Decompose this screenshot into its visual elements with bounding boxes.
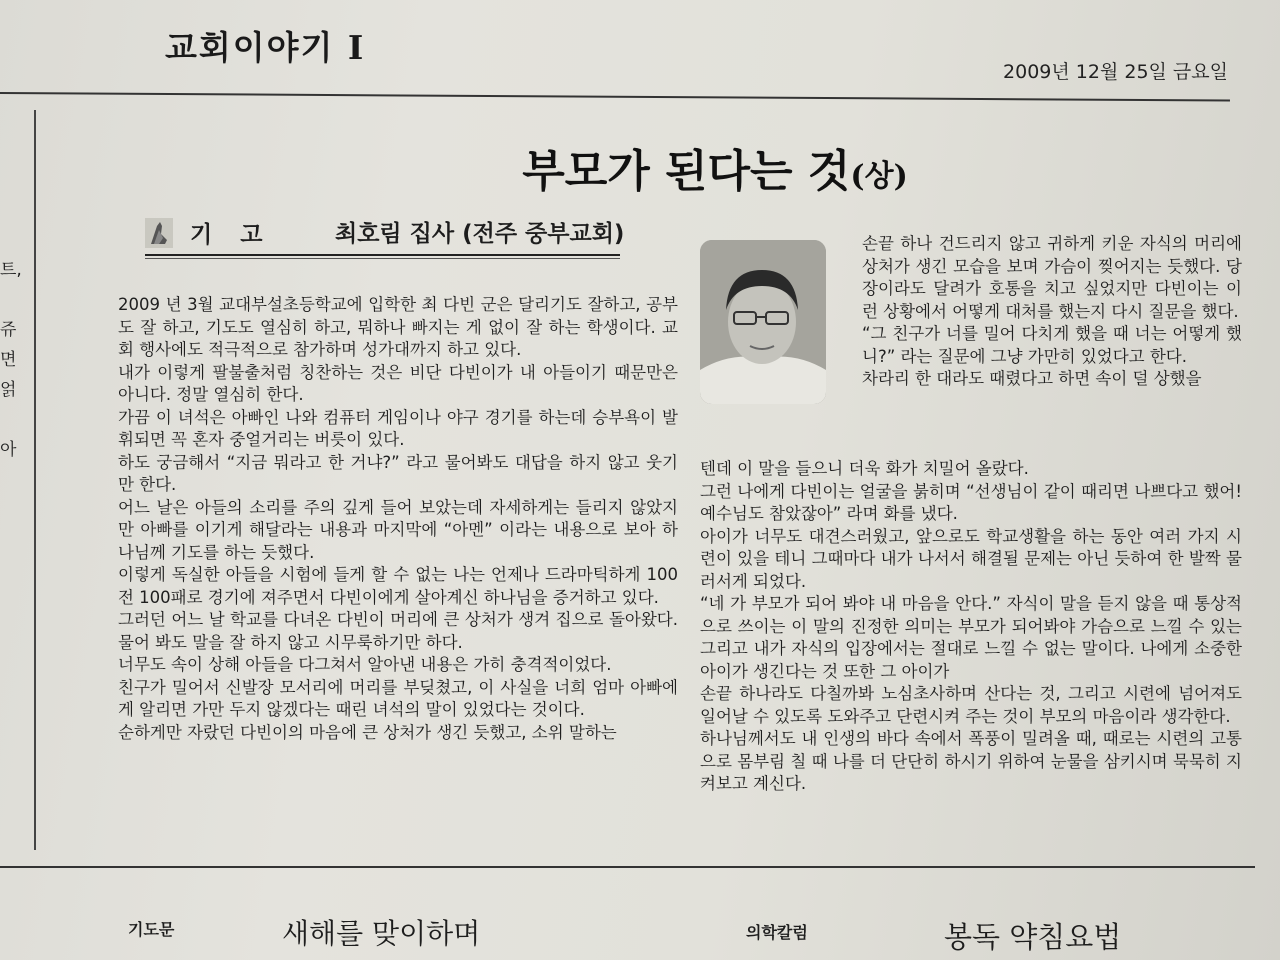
- byline-underline-thin: [145, 258, 620, 259]
- article-headline: [0, 135, 1280, 199]
- paragraph: 가끔 이 녀석은 아빠인 나와 컴퓨터 게임이나 야구 경기를 하는데 승부욕이 발휘되면 꼭 혼자 중얼거리는 버릇이 있다.: [118, 407, 678, 449]
- adjacent-column-fragments: [0, 255, 30, 465]
- fragment-line: 얽: [0, 380, 17, 400]
- headline-text: 부모가 된다는 것: [522, 146, 851, 197]
- paragraph: 손끝 하나 건드리지 않고 귀하게 키운 자식의 머리에 상처가 생긴 모습을 보며 가슴이 찢어지는 듯했다. 당장이라도 달려가 호통을 치고 싶었지만 다빈이는 이런 상황에서 어떻게 대처를 했는지 다시 질문을 했다.: [862, 234, 1242, 321]
- paragraph: 너무도 속이 상해 아들을 다그쳐서 알아낸 내용은 가히 충격적이었다.: [118, 655, 612, 674]
- byline: [145, 214, 625, 264]
- footer-right-title: 봉독 약침요법: [944, 920, 1122, 954]
- paragraph: 차라리 한 대라도 때렸다고 하면 속이 덜 상했을: [862, 369, 1202, 388]
- author-photo: [700, 240, 826, 404]
- article-column-2: [862, 233, 1242, 391]
- fragment-line: [0, 285, 30, 315]
- paragraph: “그 친구가 너를 밀어 다치게 했을 때 너는 어떻게 했니?” 라는 질문에 그냥 가만히 있었다고 한다.: [862, 324, 1242, 366]
- paragraph: 하도 궁금해서 “지금 뭐라고 한 거냐?” 라고 물어봐도 대답을 하지 않고 웃기만 한다.: [118, 452, 678, 494]
- bottom-divider: [0, 866, 1255, 868]
- footer-left-title: 새해를 맞이하며: [282, 917, 481, 950]
- praying-hands-icon: [145, 218, 173, 248]
- fragment-line: 트,: [0, 260, 22, 280]
- category-label: 기 고: [190, 222, 273, 248]
- fragment-line: 쥬: [0, 320, 17, 340]
- paragraph: 그런 나에게 다빈이는 얼굴을 붉히며 “선생님이 같이 때리면 나쁘다고 했어! 예수님도 참았잖아” 라며 화를 냈다.: [700, 481, 1242, 523]
- paragraph: 친구가 밀어서 신발장 모서리에 머리를 부딪쳤고, 이 사실을 너희 엄마 아빠에게 알리면 가만 두지 않겠다는 때린 녀석의 말이 있었다는 것이다.: [118, 677, 678, 719]
- paragraph: 아이가 너무도 대견스러웠고, 앞으로도 학교생활을 하는 동안 여러 가지 시련이 있을 테니 그때마다 내가 나서서 해결될 문제는 아닌 듯하여 한 발짝 물러서게 되었다.: [700, 526, 1242, 591]
- article-column-1: [118, 294, 678, 744]
- footer-right-category: 의학칼럼: [746, 923, 808, 942]
- article-column-3: [700, 458, 1242, 796]
- paragraph: 텐데 이 말을 들으니 더욱 화가 치밀어 올랐다.: [700, 459, 1029, 478]
- author-name: 최호림 집사 (전주 중부교회): [335, 221, 625, 247]
- paragraph: 내가 이렇게 팔불출처럼 칭찬하는 것은 비단 다빈이가 내 아들이기 때문만은 아니다. 정말 열심히 한다.: [118, 362, 678, 404]
- fragment-line: 아: [0, 440, 17, 460]
- paragraph: 2009 년 3월 교대부설초등학교에 입학한 최 다빈 군은 달리기도 잘하고, 공부도 잘 하고, 기도도 열심히 하고, 뭐하나 빠지는 게 없이 잘 하는 학생이다. 교회 행사에도 적극적으로 참가하며 성가대까지 하고 있다.: [118, 295, 678, 359]
- paragraph: 어느 날은 아들의 소리를 주의 깊게 들어 보았는데 자세하게는 들리지 않았지만 아빠를 이기게 해달라는 내용과 마지막에 “아멘” 이라는 내용으로 보아 하나님께 기도를 하는 듯했다.: [118, 497, 678, 562]
- author-portrait-image: [700, 240, 826, 404]
- footer-left-category: 기도문: [128, 920, 175, 939]
- paragraph: 손끝 하나라도 다칠까봐 노심초사하며 산다는 것, 그리고 시련에 넘어져도 일어날 수 있도록 도와주고 단련시켜 주는 것이 부모의 마음이라 생각한다.: [700, 684, 1242, 726]
- fragment-line: 면: [0, 350, 17, 370]
- paragraph: 그러던 어느 날 학교를 다녀온 다빈이 머리에 큰 상처가 생겨 집으로 돌아왔다. 물어 봐도 말을 잘 하지 않고 시무룩하기만 하다.: [118, 610, 678, 652]
- paragraph: “네 가 부모가 되어 봐야 내 마음을 안다.” 자식이 말을 듣지 않을 때 통상적으로 쓰이는 이 말의 진정한 의미는 부모가 되어봐야 가슴으로 느낄 수 있는 그리고 내가 자식의 입장에서는 절대로 느낄 수 없는 말이다. 나에게 소중한 아이가 생긴다는 것 또한 그 아이가: [700, 594, 1242, 681]
- section-title: 교회이야기 I: [165, 28, 366, 67]
- paragraph: 순하게만 자랐던 다빈이의 마음에 큰 상처가 생긴 듯했고, 소위 말하는: [118, 722, 617, 742]
- adjacent-column-frame: [0, 110, 36, 850]
- issue-date: 2009년 12월 25일 금요일: [1003, 61, 1228, 83]
- fragment-line: [0, 405, 30, 435]
- byline-underline: [145, 254, 620, 256]
- top-divider: [0, 92, 1230, 102]
- paragraph: 하나님께서도 내 인생의 바다 속에서 폭풍이 밀려올 때, 때로는 시련의 고통으로 몸부림 칠 때 나를 더 단단히 하시기 위하여 눈물을 삼키시며 묵묵히 지켜보고 계신다.: [700, 729, 1242, 793]
- paragraph: 이렇게 독실한 아들을 시험에 들게 할 수 없는 나는 언제나 드라마틱하게 100전 100패로 경기에 져주면서 다빈이에게 살아계신 하나님을 증거하고 있다.: [118, 565, 678, 607]
- headline-suffix: (상): [850, 159, 908, 194]
